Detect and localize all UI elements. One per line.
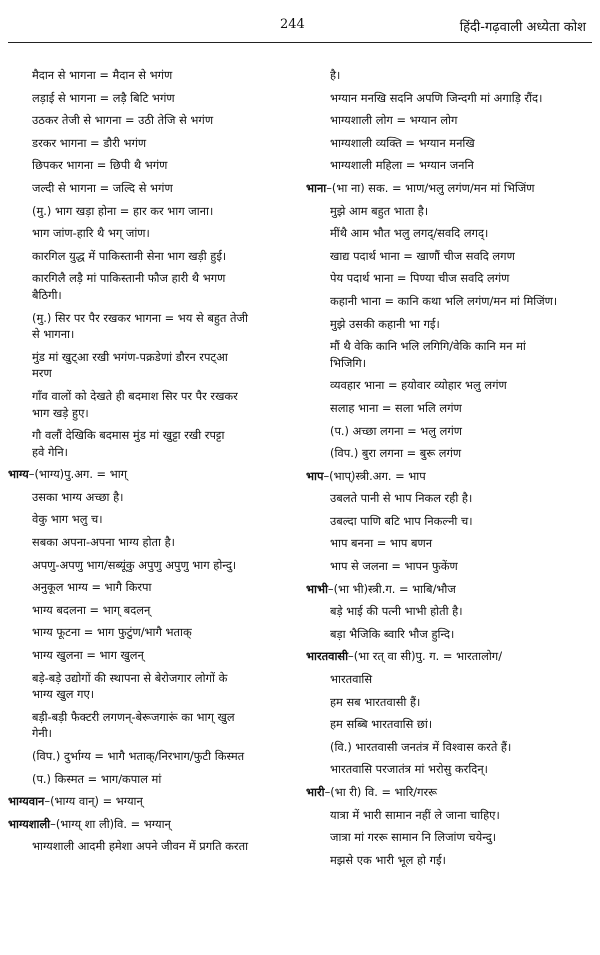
entry-text: –(भा री) वि. = भारि/गररू bbox=[324, 785, 437, 799]
entry-line bbox=[306, 604, 592, 619]
entry-text: (मु.) सिर पर पैर रखकर भागना = भय से बहुत तेजी bbox=[32, 310, 248, 325]
entry-line bbox=[306, 740, 592, 755]
headword: भाप bbox=[306, 468, 324, 483]
entry-text: मुझे आम बहुत भाता है। bbox=[330, 203, 429, 218]
entry-text: लड़ाई से भागना = लड़ै बिटि भगंण bbox=[32, 90, 175, 105]
entry-line bbox=[306, 317, 592, 332]
entry-text: हम सब्बि भारतवासि छां। bbox=[330, 717, 433, 732]
entry-text: मझसे एक भारी भूल हो गई। bbox=[330, 852, 446, 867]
entry-text: बैठिगी। bbox=[32, 287, 62, 302]
entry-text: मरण bbox=[32, 366, 52, 381]
entry-line bbox=[306, 853, 592, 868]
entry-line bbox=[8, 271, 296, 286]
entry-line bbox=[8, 749, 296, 764]
entry-line bbox=[306, 446, 592, 461]
entry-line bbox=[8, 181, 296, 196]
page-number: 244 bbox=[280, 17, 305, 32]
entry-text: भाग्यशाली लोग = भग्यान लोग bbox=[330, 113, 458, 128]
entry-line bbox=[306, 136, 592, 151]
entry-line bbox=[8, 726, 296, 741]
entry-line bbox=[306, 762, 592, 777]
entry-line bbox=[306, 356, 592, 371]
entry-line bbox=[8, 772, 296, 787]
entry-text: –(भाग्य् शा ली)वि. = भग्यान् bbox=[50, 816, 171, 831]
entry-line bbox=[306, 226, 592, 241]
entry-text: गाँव वालों को देखते ही बदमाश सिर पर पैर रखकर bbox=[32, 388, 238, 403]
entry-line bbox=[8, 648, 296, 663]
entry-line bbox=[8, 366, 296, 381]
entry-line bbox=[8, 389, 296, 404]
entry-text: भाग्यशाली महिला = भग्यान जननि bbox=[330, 158, 474, 173]
entry-text: भाग्य खुल गए। bbox=[32, 687, 95, 702]
entry-line bbox=[8, 113, 296, 128]
entry-text: भाग जांण-हारि थै भग् जांण। bbox=[32, 226, 150, 241]
entry-text: (मु.) भाग खड़ा होना = हार कर भाग जाना। bbox=[32, 203, 214, 218]
entry-line bbox=[8, 445, 296, 460]
entry-headword-line bbox=[306, 649, 592, 664]
entry-text: मैदान से भागना = मैदान से भगंण bbox=[32, 68, 173, 82]
entry-headword-line bbox=[306, 582, 592, 597]
entry-text: भाग्य खुलना = भाग खुलन् bbox=[32, 648, 144, 663]
entry-line bbox=[8, 671, 296, 686]
entry-text: अपणु-अपणु भाग/सब्यूंकु अपुणु अपुणु भाग होन्दु। bbox=[32, 557, 237, 572]
headword: भाभी bbox=[306, 581, 328, 596]
entry-text: (विप.) दुर्भाग्य = भागै भताक्/निरभाग/फुटी किस्मत bbox=[32, 749, 245, 763]
entry-text: पेय पदार्थ भाना = पिण्या चीज सवदि लगंण bbox=[330, 271, 510, 286]
entry-line bbox=[306, 113, 592, 128]
entry-line bbox=[306, 271, 592, 286]
entry-line bbox=[8, 204, 296, 219]
entry-line bbox=[306, 491, 592, 506]
entry-line bbox=[8, 535, 296, 550]
entry-line bbox=[306, 158, 592, 173]
entry-text: –(भाप्)स्त्री.अग. = भाप bbox=[323, 468, 426, 483]
entry-line bbox=[306, 536, 592, 551]
entry-line bbox=[8, 226, 296, 241]
entry-text: (विप.) बुरा लगना = बुरू लगंण bbox=[330, 446, 462, 461]
entry-text: है। bbox=[330, 68, 341, 82]
entry-text: उबल्दा पाणि बटि भाप निकल्नी च। bbox=[330, 513, 473, 528]
entry-text: डरकर भागना = डौरी भगंण bbox=[32, 135, 147, 150]
entry-text: मौं थै वेकि कानि भलि लगिगि/वेकि कानि मन मां bbox=[330, 339, 526, 354]
page-header bbox=[0, 0, 600, 44]
entry-text: –(भा रत् वा सी)पु. ग. = भारतालोग/ bbox=[348, 649, 503, 664]
entry-text: वेकु भाग भलु च। bbox=[32, 512, 103, 527]
entry-text: मींथै आम भौत भलु लगद्/सवदि लगद्। bbox=[330, 226, 489, 241]
entry-text: भाप से जलना = भापन फुकेंण bbox=[330, 559, 458, 574]
entry-headword-line bbox=[306, 469, 592, 484]
entry-line bbox=[8, 136, 296, 151]
entry-text: अनुकूल भाग्य = भागै किरपा bbox=[32, 580, 152, 595]
entry-headword-line bbox=[8, 794, 296, 809]
entry-text: हम सब भारतवासी हैं। bbox=[330, 694, 421, 709]
entry-line bbox=[306, 91, 592, 106]
entry-text: (वि.) भारतवासी जनतंत्र में विश्वास करते हैं। bbox=[330, 739, 512, 754]
entry-line bbox=[8, 311, 296, 326]
entry-text: उठकर तेजी से भागना = उठी तेजि से भगंण bbox=[32, 113, 214, 128]
headword: भाग्य bbox=[8, 467, 29, 482]
entry-text: –(भाग्य)पु.अग. = भाग् bbox=[28, 467, 128, 482]
entry-line bbox=[8, 839, 296, 854]
entry-text: से भागना। bbox=[32, 327, 75, 342]
entry-text: मुझे उसकी कहानी भा गई। bbox=[330, 316, 440, 331]
entry-line bbox=[8, 603, 296, 618]
entry-line bbox=[306, 204, 592, 219]
headword: भाग्यवान bbox=[8, 794, 45, 809]
left-column bbox=[8, 68, 296, 955]
entry-text: भाग्य फूटना = भाग फुटुंण/भागै भताक् bbox=[32, 625, 192, 640]
entry-text: (प.) किस्मत = भाग/कपाल मां bbox=[32, 771, 162, 786]
entry-text: –(भा भी)स्त्री.ग. = भाबि/भौज bbox=[327, 581, 456, 596]
entry-line bbox=[306, 695, 592, 710]
entry-line bbox=[306, 401, 592, 416]
entry-text: भाग्यशाली व्यक्ति = भग्यान मनखि bbox=[330, 135, 475, 150]
entry-line bbox=[8, 512, 296, 527]
entry-text: यात्रा में भारी सामान नहीं ले जाना चाहिए। bbox=[330, 807, 500, 822]
entry-text: खाद्य पदार्थ भाना = खाणौं चीज सवदि लगण bbox=[330, 248, 515, 263]
entry-text: भाग्यशाली आदमी हमेशा अपने जीवन में प्रगति करता bbox=[32, 839, 249, 854]
entry-line bbox=[306, 424, 592, 439]
entry-line bbox=[8, 558, 296, 573]
entry-text: कहानी भाना = कानि कथा भलि लगंण/मन मां मिजिंण। bbox=[330, 293, 558, 308]
entry-line bbox=[8, 68, 296, 83]
header-rule bbox=[8, 42, 592, 43]
entry-line bbox=[306, 717, 592, 732]
entry-text: –(भाग्य वान्) = भग्यान् bbox=[44, 794, 143, 809]
dictionary-title: हिंदी-गढ़वाली अध्येता कोश bbox=[459, 20, 586, 35]
entry-text: भग्यान मनखि सदनि अपणि जिन्दगी मां अगाड़ि रौंद। bbox=[330, 90, 543, 105]
entry-text: गौ वलौं देखिकि बदमास मुंड मां खुट्टा रखी रपट्टा bbox=[32, 428, 225, 443]
entry-text: भारतवासि bbox=[330, 672, 373, 687]
entry-line bbox=[306, 339, 592, 354]
entry-text: भाग्य बदलना = भाग् बदलन् bbox=[32, 602, 151, 617]
right-column bbox=[306, 68, 592, 955]
entry-line bbox=[8, 288, 296, 303]
entry-text: मुंड मां खुट्आ रखी भगंण-पक्रडेणां डौरन रपट्आ bbox=[32, 349, 228, 364]
entry-line bbox=[306, 830, 592, 845]
entry-text: जात्रा मां गररू सामान नि लिजांण चयेन्दु। bbox=[330, 830, 497, 845]
entry-text: उबलते पानी से भाप निकल रही है। bbox=[330, 491, 473, 506]
entry-text: बड़े-बड़े उद्योगों की स्थापना से बेरोजगार लोगों के bbox=[32, 670, 228, 685]
entry-line bbox=[306, 378, 592, 393]
entry-line bbox=[8, 428, 296, 443]
entry-text: बड़ा भैजिकि ब्वारि भौज हुन्दि। bbox=[330, 626, 455, 641]
entry-line bbox=[8, 91, 296, 106]
entry-line bbox=[8, 350, 296, 365]
entry-line bbox=[8, 490, 296, 505]
entry-text: व्यवहार भाना = हयोवार व्योहार भलु लगंण bbox=[330, 378, 507, 393]
entry-text: भाप बनना = भाप बणन bbox=[330, 536, 433, 551]
entry-text: भारतवासि परजातंत्र मां भरोसु करदिन्। bbox=[330, 762, 488, 777]
entry-text: सलाह भाना = सला भलि लगंण bbox=[330, 400, 462, 415]
entry-line bbox=[8, 406, 296, 421]
entry-text: छिपकर भागना = छिपी थै भगंण bbox=[32, 158, 168, 173]
entry-line bbox=[8, 158, 296, 173]
entry-line bbox=[306, 559, 592, 574]
entry-line bbox=[306, 68, 592, 83]
entry-line bbox=[8, 625, 296, 640]
entry-line bbox=[8, 580, 296, 595]
entry-line bbox=[8, 710, 296, 725]
entry-line bbox=[306, 808, 592, 823]
entry-headword-line bbox=[8, 467, 296, 482]
entry-text: भिजिगि। bbox=[330, 355, 367, 370]
entry-line bbox=[306, 294, 592, 309]
headword: भाना bbox=[306, 180, 327, 195]
entry-text: उसका भाग्य अच्छा है। bbox=[32, 489, 124, 504]
entry-text: गेनी। bbox=[32, 726, 53, 741]
entry-headword-line bbox=[8, 817, 296, 832]
entry-headword-line bbox=[306, 181, 592, 196]
entry-text: बड़े भाई की पत्नी भाभी होती है। bbox=[330, 604, 463, 619]
headword: भारतवासी bbox=[306, 649, 349, 664]
entry-line bbox=[8, 249, 296, 264]
entry-line bbox=[8, 327, 296, 342]
entry-text: जल्दी से भागना = जल्दि से भगंण bbox=[32, 180, 173, 195]
entry-line bbox=[306, 249, 592, 264]
entry-text: –(भा ना) सक. = भाण/भलु लगंण/मन मां भिजिंण bbox=[326, 180, 535, 195]
entry-text: कारगिल युद्ध में पाकिस्तानी सेना भाग खड़ी हुई। bbox=[32, 248, 227, 263]
entry-line bbox=[306, 627, 592, 642]
entry-line bbox=[306, 672, 592, 687]
entry-line bbox=[8, 687, 296, 702]
headword: भाग्यशाली bbox=[8, 816, 51, 831]
entry-text: बड़ी-बड़ी फैक्टरी लगणन्-बेरूजगारूं का भाग् खुल bbox=[32, 709, 235, 724]
entry-text: भाग खड़े हुए। bbox=[32, 405, 89, 420]
entry-text: हवे गेनि। bbox=[32, 444, 69, 459]
entry-headword-line bbox=[306, 785, 592, 800]
headword: भारी bbox=[306, 785, 325, 799]
entry-text: सबका अपना-अपना भाग्य होता है। bbox=[32, 535, 175, 550]
entry-line bbox=[306, 514, 592, 529]
entry-text: कारगिलै लड़ै मां पाकिस्तानी फौज हारी थै भगण bbox=[32, 271, 226, 286]
entry-text: (प.) अच्छा लगना = भलु लगंण bbox=[330, 423, 462, 438]
